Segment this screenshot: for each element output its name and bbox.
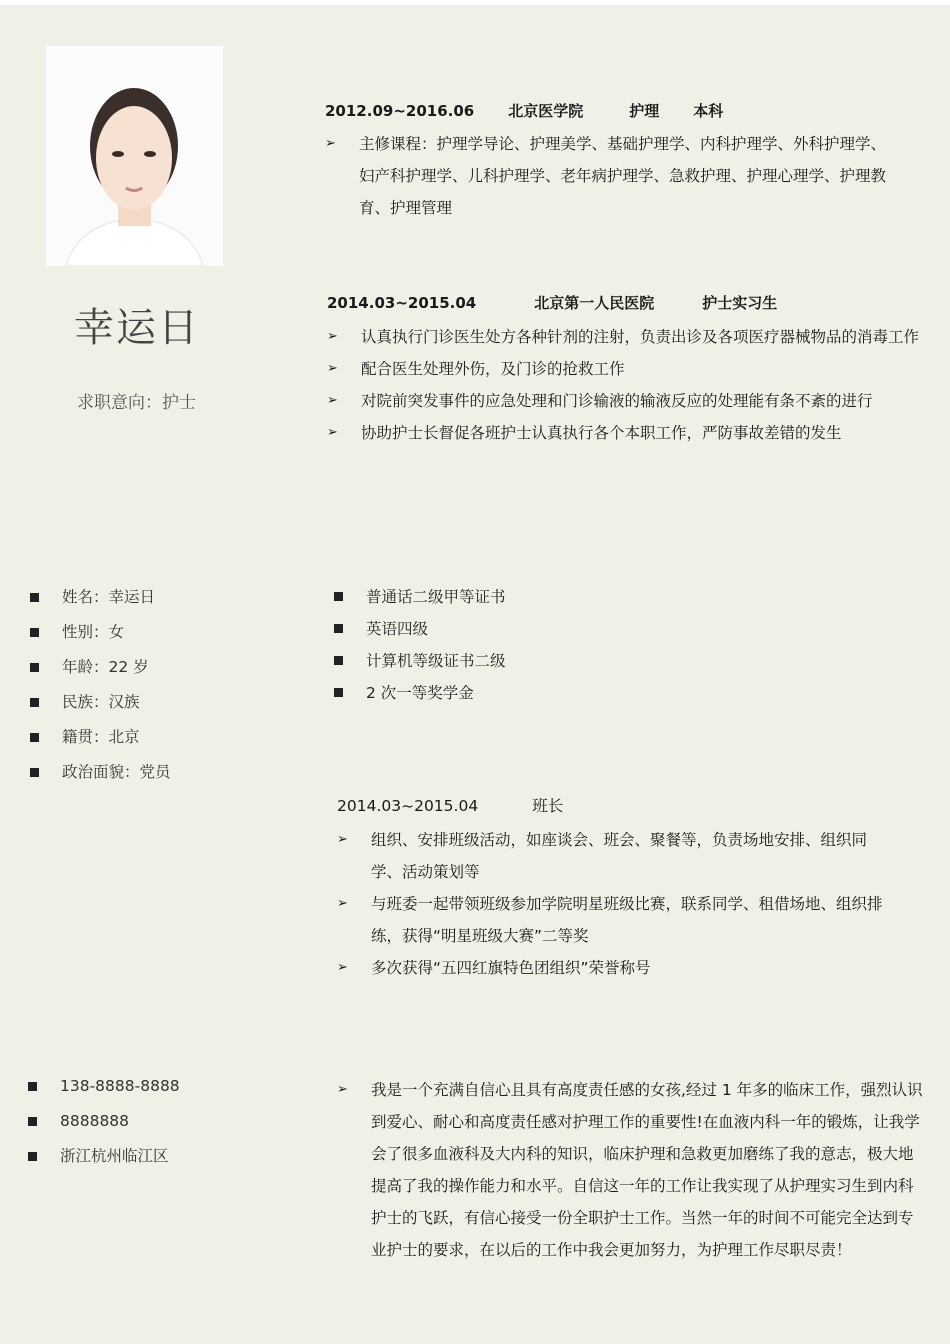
arrow-bullet-icon: ➢ xyxy=(337,960,348,975)
arrow-bullet-icon: ➢ xyxy=(337,1082,348,1097)
item-text: 主修课程：护理学导论、护理美学、基础护理学、内科护理学、外科护理学、妇产科护理学、儿科护理学、老年病护理学、急救护理、护理心理学、护理教育、护理管理 xyxy=(359,135,887,217)
square-bullet-icon xyxy=(30,663,39,672)
top-strip xyxy=(0,0,950,5)
experience-header xyxy=(327,292,927,313)
square-bullet-icon xyxy=(30,768,39,777)
exp-role: 护士实习生 xyxy=(702,294,778,312)
info-item: 民族：汉族 xyxy=(30,685,171,720)
info-item: 年龄：22 岁 xyxy=(30,650,171,685)
arrow-bullet-icon: ➢ xyxy=(327,393,338,408)
certificate-item: 英语四级 xyxy=(334,613,506,645)
arrow-bullet-icon: ➢ xyxy=(327,361,338,376)
square-bullet-icon xyxy=(28,1152,37,1161)
education-section xyxy=(325,100,925,224)
certificates-list xyxy=(334,581,506,709)
list-item xyxy=(337,824,892,888)
item-text: 认真执行门诊医生处方各种针剂的注射，负责出诊及各项医疗器械物品的消毒工作 xyxy=(361,328,920,346)
contact-item: 浙江杭州临江区 xyxy=(28,1139,180,1174)
square-bullet-icon xyxy=(334,656,343,665)
square-bullet-icon xyxy=(28,1082,37,1091)
contact-item: 138-8888-8888 xyxy=(28,1069,180,1104)
arrow-bullet-icon: ➢ xyxy=(337,832,348,847)
list-item xyxy=(327,353,927,385)
list-item xyxy=(337,952,892,984)
candidate-name: 幸运日 xyxy=(74,305,200,351)
self-evaluation xyxy=(337,1074,927,1266)
item-text: 我是一个充满自信心且具有高度责任感的女孩,经过 1 年多的临床工作，强烈认识到爱心、耐心和高度责任感对护理工作的重要性!在血液内科一年的锻炼，让我学会了很多血液科及大内科的知识，临床护理和急救更加磨练了我的意志，极大地提高了我的操作能力和水平。自信这一年的工作让我实现了从护理实习生到内科护士的飞跃，有信心接受一份全职护士工作。当然一年的时间不可能完全达到专业护士的要求，在以后的工作中我会更加努力，为护理工作尽职尽责！ xyxy=(371,1081,923,1259)
info-item: 籍贯：北京 xyxy=(30,720,171,755)
campus-header xyxy=(337,794,892,816)
list-item xyxy=(337,1074,927,1266)
campus-period: 2014.03~2015.04 xyxy=(337,797,479,815)
certificate-item: 普通话二级甲等证书 xyxy=(334,581,506,613)
square-bullet-icon xyxy=(30,733,39,742)
edu-period: 2012.09~2016.06 xyxy=(325,102,475,120)
certificate-item: 计算机等级证书二级 xyxy=(334,645,506,677)
square-bullet-icon xyxy=(30,593,39,602)
edu-school: 北京医学院 xyxy=(508,102,584,120)
list-item xyxy=(327,385,927,417)
basic-info-list xyxy=(30,580,171,790)
arrow-bullet-icon: ➢ xyxy=(327,425,338,440)
profile-photo xyxy=(46,46,223,266)
campus-role: 班长 xyxy=(532,797,564,815)
campus-section xyxy=(337,794,892,984)
list-item xyxy=(327,321,927,353)
list-item xyxy=(325,128,895,224)
contact-item: 8888888 xyxy=(28,1104,180,1139)
info-item: 性别：女 xyxy=(30,615,171,650)
info-item: 姓名：幸运日 xyxy=(30,580,171,615)
item-text: 配合医生处理外伤，及门诊的抢救工作 xyxy=(361,360,625,378)
square-bullet-icon xyxy=(28,1117,37,1126)
square-bullet-icon xyxy=(30,628,39,637)
item-text: 与班委一起带领班级参加学院明星班级比赛，联系同学、租借场地、组织排练，获得“明星班级大赛”二等奖 xyxy=(371,895,883,945)
info-item: 政治面貌：党员 xyxy=(30,755,171,790)
job-intent: 求职意向：护士 xyxy=(77,393,196,413)
item-text: 组织、安排班级活动，如座谈会、班会、聚餐等，负责场地安排、组织同学、活动策划等 xyxy=(371,831,868,881)
item-text: 多次获得“五四红旗特色团组织”荣誉称号 xyxy=(371,959,651,977)
exp-org: 北京第一人民医院 xyxy=(534,294,655,312)
square-bullet-icon xyxy=(334,688,343,697)
item-text: 协助护士长督促各班护士认真执行各个本职工作，严防事故差错的发生 xyxy=(361,424,842,442)
list-item xyxy=(337,888,892,952)
square-bullet-icon xyxy=(334,624,343,633)
square-bullet-icon xyxy=(30,698,39,707)
contact-list xyxy=(28,1069,180,1174)
edu-major: 护理 xyxy=(629,102,660,120)
certificate-item: 2 次一等奖学金 xyxy=(334,677,506,709)
arrow-bullet-icon: ➢ xyxy=(327,329,338,344)
item-text: 对院前突发事件的应急处理和门诊输液的输液反应的处理能有条不紊的进行 xyxy=(361,392,873,410)
exp-period: 2014.03~2015.04 xyxy=(327,294,477,312)
list-item xyxy=(327,417,927,449)
edu-degree: 本科 xyxy=(693,102,724,120)
experience-section xyxy=(327,292,927,449)
arrow-bullet-icon: ➢ xyxy=(325,136,336,151)
arrow-bullet-icon: ➢ xyxy=(337,896,348,911)
square-bullet-icon xyxy=(334,592,343,601)
education-header xyxy=(325,100,925,121)
